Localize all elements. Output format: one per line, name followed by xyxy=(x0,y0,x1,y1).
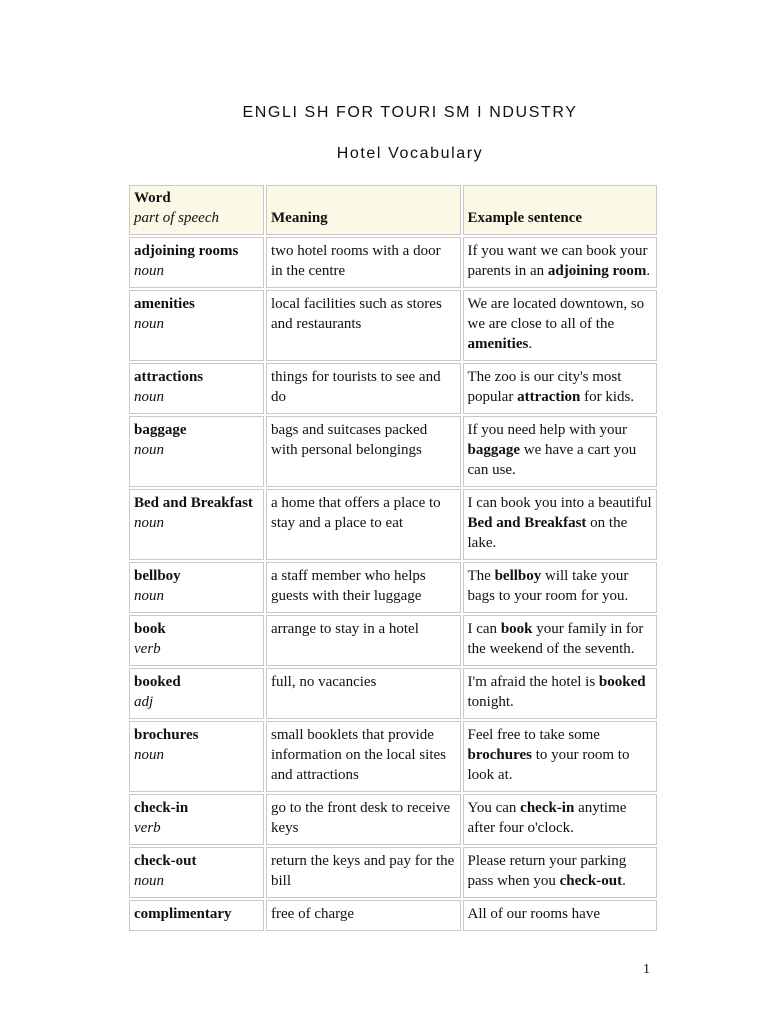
example-text: I can xyxy=(467,621,501,637)
example-keyword: amenities xyxy=(467,336,529,352)
example-text: we have a cart you can use. xyxy=(467,442,637,478)
meaning-text: full, no vacancies xyxy=(271,674,377,690)
term-cell xyxy=(129,290,264,361)
meaning-text: things for tourists to see and do xyxy=(271,369,441,405)
term: attractions xyxy=(134,369,204,385)
header-meaning-cell xyxy=(266,185,460,235)
example-cell xyxy=(463,900,658,931)
term-cell xyxy=(129,489,264,560)
meaning-text: local facilities such as stores and restaurants xyxy=(271,296,442,332)
example-text: tonight. xyxy=(467,694,514,710)
part-of-speech: noun xyxy=(134,389,164,405)
term-cell xyxy=(129,363,264,414)
example-cell xyxy=(463,290,658,361)
meaning-cell xyxy=(266,847,460,898)
term-cell xyxy=(129,562,264,613)
example-cell xyxy=(463,847,658,898)
example-text: . xyxy=(646,263,651,279)
example-keyword: attraction xyxy=(517,389,581,405)
example-keyword: Bed and Breakfast xyxy=(467,515,587,531)
example-keyword: baggage xyxy=(467,442,520,458)
term: baggage xyxy=(134,422,187,438)
term-cell xyxy=(129,237,264,288)
table-row xyxy=(129,668,657,719)
example-cell xyxy=(463,721,658,792)
meaning-text: go to the front desk to receive keys xyxy=(271,800,451,836)
table-header xyxy=(129,185,657,235)
example-text: We are located downtown, so we are close to all of the xyxy=(467,296,645,332)
term: book xyxy=(134,621,166,637)
term-cell xyxy=(129,668,264,719)
meaning-cell xyxy=(266,900,460,931)
part-of-speech: noun xyxy=(134,442,164,458)
table-row xyxy=(129,489,657,560)
term: Bed and Breakfast xyxy=(134,495,253,511)
example-text: will take your bags to your room for you. xyxy=(467,568,629,604)
header-meaning: Meaning xyxy=(271,210,328,226)
example-text: The zoo is our city's most popular xyxy=(467,369,622,405)
part-of-speech: noun xyxy=(134,316,164,332)
term-cell xyxy=(129,794,264,845)
meaning-cell xyxy=(266,668,460,719)
example-text: on the lake. xyxy=(467,515,628,551)
header-word: Word xyxy=(134,190,171,206)
example-keyword: check-in xyxy=(520,800,575,816)
meaning-text: return the keys and pay for the bill xyxy=(271,853,455,889)
meaning-cell xyxy=(266,416,460,487)
part-of-speech: adj xyxy=(134,694,154,710)
header-word-cell xyxy=(129,185,264,235)
example-text: to your room to look at. xyxy=(467,747,630,783)
part-of-speech: verb xyxy=(134,641,161,657)
meaning-cell xyxy=(266,363,460,414)
example-keyword: check-out xyxy=(559,873,623,889)
document-title: ENGLI SH FOR TOURI SM I NDUSTRY xyxy=(242,104,578,121)
meaning-cell xyxy=(266,794,460,845)
term: amenities xyxy=(134,296,195,312)
example-cell xyxy=(463,794,658,845)
term-cell xyxy=(129,615,264,666)
meaning-cell xyxy=(266,489,460,560)
example-cell xyxy=(463,416,658,487)
meaning-text: arrange to stay in a hotel xyxy=(271,621,419,637)
term: adjoining rooms xyxy=(134,243,239,259)
example-text: All of our rooms have xyxy=(467,906,600,922)
term-cell xyxy=(129,847,264,898)
example-cell xyxy=(463,668,658,719)
table-row xyxy=(129,615,657,666)
example-cell xyxy=(463,489,658,560)
example-text: your family in for the weekend of the seventh. xyxy=(467,621,644,657)
part-of-speech: noun xyxy=(134,515,164,531)
example-keyword: adjoining room xyxy=(547,263,647,279)
header-example-cell xyxy=(463,185,658,235)
term-cell xyxy=(129,721,264,792)
part-of-speech: noun xyxy=(134,588,164,604)
table-row xyxy=(129,562,657,613)
meaning-text: free of charge xyxy=(271,906,355,922)
table-row xyxy=(129,794,657,845)
example-cell xyxy=(463,615,658,666)
part-of-speech: noun xyxy=(134,263,164,279)
meaning-text: bags and suitcases packed with personal belongings xyxy=(271,422,428,458)
meaning-text: two hotel rooms with a door in the centre xyxy=(271,243,441,279)
meaning-text: a staff member who helps guests with their luggage xyxy=(271,568,426,604)
example-cell xyxy=(463,237,658,288)
term: complimentary xyxy=(134,906,232,922)
table-body xyxy=(129,237,657,931)
meaning-cell xyxy=(266,290,460,361)
meaning-cell xyxy=(266,562,460,613)
term: brochures xyxy=(134,727,199,743)
meaning-cell xyxy=(266,721,460,792)
example-text: . xyxy=(622,873,626,889)
example-text: Feel free to take some xyxy=(467,727,600,743)
part-of-speech: noun xyxy=(134,873,164,889)
table-row xyxy=(129,847,657,898)
meaning-text: small booklets that provide information on the local sites and attractions xyxy=(271,727,446,783)
example-text: The xyxy=(467,568,495,584)
table-row xyxy=(129,416,657,487)
term-cell xyxy=(129,416,264,487)
table-row xyxy=(129,900,657,931)
term: check-out xyxy=(134,853,197,869)
part-of-speech: noun xyxy=(134,747,164,763)
term: booked xyxy=(134,674,181,690)
part-of-speech: verb xyxy=(134,820,161,836)
example-text: You can xyxy=(467,800,521,816)
example-text: I'm afraid the hotel is xyxy=(467,674,599,690)
example-keyword: book xyxy=(500,621,533,637)
example-text: If you want we can book your parents in an xyxy=(467,243,648,279)
example-text: I can book you into a beautiful xyxy=(467,495,652,511)
meaning-text: a home that offers a place to stay and a place to eat xyxy=(271,495,441,531)
term: check-in xyxy=(134,800,189,816)
document-subtitle: Hotel Vocabulary xyxy=(336,145,484,162)
term: bellboy xyxy=(134,568,181,584)
example-text: for kids. xyxy=(580,389,635,405)
table-header-row xyxy=(129,185,657,235)
meaning-cell xyxy=(266,237,460,288)
example-cell xyxy=(463,363,658,414)
header-example: Example sentence xyxy=(467,210,583,226)
example-text: If you need help with your xyxy=(467,422,628,438)
header-part-of-speech: part of speech xyxy=(134,210,219,226)
table-row xyxy=(129,721,657,792)
example-text: Please return your parking pass when you xyxy=(467,853,627,889)
example-keyword: brochures xyxy=(467,747,532,763)
page-number: 1 xyxy=(643,962,650,977)
example-keyword: bellboy xyxy=(494,568,542,584)
example-keyword: booked xyxy=(598,674,646,690)
meaning-cell xyxy=(266,615,460,666)
table-row xyxy=(129,237,657,288)
term-cell xyxy=(129,900,264,931)
table-row xyxy=(129,290,657,361)
example-text: anytime after four o'clock. xyxy=(467,800,627,836)
table-row xyxy=(129,363,657,414)
example-text: . xyxy=(528,336,533,352)
vocabulary-table xyxy=(127,183,659,933)
example-cell xyxy=(463,562,658,613)
